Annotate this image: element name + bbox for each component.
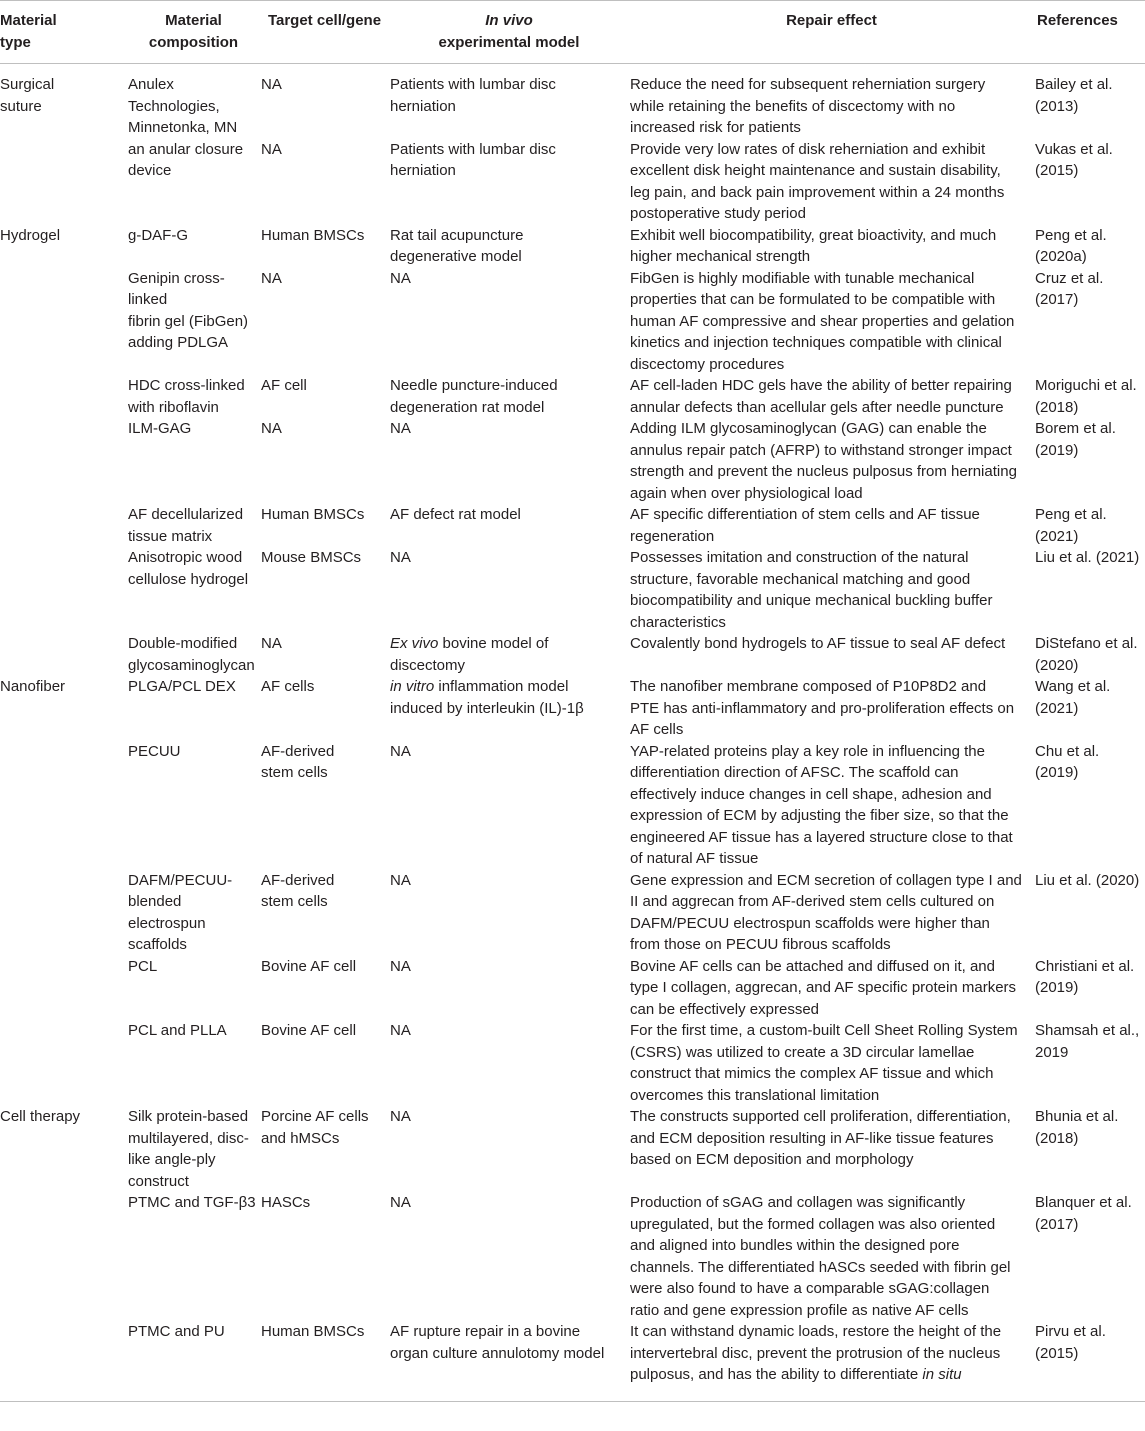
cell-material-composition: Genipin cross-linked fibrin gel (FibGen) adding PDLGA [128, 269, 249, 351]
cell-target-cell-gene: AF-derived stem cells [261, 742, 335, 781]
model-italic-prefix: Ex vivo [390, 635, 439, 652]
cell-experimental-model [389, 870, 629, 956]
cell-experimental-model [389, 139, 629, 225]
table-row [0, 1192, 1145, 1321]
cell-repair-effect [629, 1321, 1034, 1386]
cell-references: Borem et al. (2019) [1035, 420, 1116, 459]
cell-target-cell-gene: Bovine AF cell [261, 957, 357, 975]
cell-repair-effect [629, 1192, 1034, 1321]
effect-text: The nanofiber membrane composed of P10P8D2 and PTE has anti-inflammatory and pro-proliferation effects on AF cells [630, 678, 1015, 738]
cell-material-type [0, 547, 127, 633]
bottom-rule [0, 1401, 1145, 1402]
cell-references: Shamsah et al., 2019 [1035, 1022, 1140, 1061]
cell-repair-effect [629, 870, 1034, 956]
effect-text: FibGen is highly modifiable with tunable mechanical properties that can be formulated to be compatible with human AF compressive and shear properties and gelation kinetics and injection techniques compatible with clinical discectomy procedures [630, 269, 1015, 373]
header-row [0, 1, 1145, 64]
cell-material-type [0, 375, 127, 418]
cell-target-cell-gene: Porcine AF cells and hMSCs [261, 1108, 369, 1147]
cell-material-type [0, 956, 127, 1021]
table-row [0, 676, 1145, 741]
cell-material-composition: ILM-GAG [128, 420, 192, 437]
effect-text: Possesses imitation and construction of the natural structure, favorable mechanical matching and good biocompatibility and unique mechanical buckling buffer characteristics [630, 549, 993, 631]
table-row [0, 268, 1145, 376]
cell-experimental-model [389, 504, 629, 547]
model-text: inflammation model induced by interleukin (IL)-1β [390, 678, 584, 717]
model-text: NA [390, 1022, 411, 1039]
cell-material-composition: an anular closure device [128, 140, 244, 179]
cell-material-composition: PCL [128, 957, 158, 975]
cell-experimental-model [389, 1106, 629, 1192]
effect-text: Production of sGAG and collagen was significantly upregulated, but the formed collagen was also oriented and aligned into bundles within the designed pore channels. The differentiated hASCs seeded with fibrin gel were also found to have a comparable sGAG:collagen ratio and gene expression profile as native AF cells [630, 1194, 1011, 1319]
header-model-italic: In vivo [485, 12, 533, 29]
cell-material-composition: DAFM/PECUU- blended electrospun scaffolds [128, 871, 233, 953]
effect-text: AF cell-laden HDC gels have the ability of better repairing annular defects than acellular gels after needle puncture [630, 377, 1012, 416]
model-text: Patients with lumbar disc herniation [390, 76, 556, 115]
cell-repair-effect [629, 375, 1034, 418]
cell-material-composition: HDC cross-linked with riboflavin [128, 377, 245, 416]
cell-material-type: Surgical suture [0, 76, 55, 115]
cell-target-cell-gene: Human BMSCs [261, 506, 365, 523]
cell-material-composition: Anulex Technologies, Minnetonka, MN [128, 76, 238, 136]
cell-repair-effect [629, 418, 1034, 504]
model-text: Patients with lumbar disc herniation [390, 140, 556, 179]
effect-text: Provide very low rates of disk reherniation and exhibit excellent disk height maintenance and sustain disability, leg pain, and back pain improvement within a 24 months postoperative study period [630, 140, 1005, 222]
cell-references: Chu et al. (2019) [1035, 742, 1100, 781]
model-text: NA [390, 871, 411, 889]
cell-material-composition: Silk protein-based multilayered, disc- like angle-ply construct [128, 1108, 249, 1190]
cell-repair-effect [629, 225, 1034, 268]
cell-repair-effect [629, 956, 1034, 1021]
cell-references: Blanquer et al. (2017) [1035, 1194, 1132, 1233]
table-row [0, 956, 1145, 1021]
cell-experimental-model [389, 1192, 629, 1321]
cell-repair-effect [629, 633, 1034, 676]
cell-target-cell-gene: Human BMSCs [261, 1323, 365, 1340]
effect-text: The constructs supported cell proliferation, differentiation, and ECM deposition resulting in AF-like tissue features based on ECM deposition and morphology [630, 1108, 1011, 1168]
table-row [0, 1020, 1145, 1106]
table-header [0, 1, 1145, 64]
cell-references: Peng et al. (2021) [1035, 506, 1107, 545]
effect-text: Exhibit well biocompatibility, great bioactivity, and much higher mechanical strength [630, 226, 997, 265]
cell-target-cell-gene: Human BMSCs [261, 226, 365, 244]
cell-repair-effect [629, 64, 1034, 139]
cell-material-composition: PTMC and TGF-β3 [128, 1194, 256, 1211]
cell-material-type [0, 870, 127, 956]
table-row [0, 1106, 1145, 1192]
cell-references: Pirvu et al. (2015) [1035, 1323, 1106, 1362]
cell-references: Moriguchi et al. (2018) [1035, 377, 1137, 416]
table-row [0, 741, 1145, 870]
model-text: NA [390, 420, 411, 437]
cell-material-composition: PECUU [128, 742, 181, 760]
cell-repair-effect [629, 1106, 1034, 1192]
effect-text: Reduce the need for subsequent reherniation surgery while retaining the benefits of discectomy with no increased risk for patients [630, 76, 986, 136]
cell-target-cell-gene: Mouse BMSCs [261, 549, 362, 566]
cell-target-cell-gene: NA [261, 635, 282, 652]
cell-material-composition: PCL and PLLA [128, 1022, 227, 1039]
cell-experimental-model [389, 741, 629, 870]
model-text: Needle puncture-induced degeneration rat model [390, 377, 558, 416]
header-model-rest: experimental model [438, 33, 580, 51]
cell-experimental-model [389, 375, 629, 418]
cell-target-cell-gene: AF-derived stem cells [261, 871, 335, 910]
cell-references: DiStefano et al. (2020) [1035, 635, 1138, 674]
cell-experimental-model [389, 1020, 629, 1106]
cell-repair-effect [629, 547, 1034, 633]
effect-text: Bovine AF cells can be attached and diffused on it, and type I collagen, aggrecan, and AF specific protein markers can be effectively expressed [630, 957, 1017, 1018]
cell-target-cell-gene: AF cells [261, 678, 315, 695]
cell-material-type [0, 1192, 127, 1321]
cell-references: Wang et al. (2021) [1035, 678, 1111, 717]
model-italic-prefix: in vitro [390, 678, 435, 695]
header-material-composition: Material composition [127, 1, 260, 64]
model-text: NA [390, 269, 411, 287]
model-text: bovine model of discectomy [390, 635, 549, 674]
cell-material-type: Hydrogel [0, 226, 61, 244]
cell-target-cell-gene: NA [261, 140, 282, 158]
cell-target-cell-gene: NA [261, 269, 282, 287]
cell-material-type [0, 633, 127, 676]
cell-material-composition: Anisotropic wood cellulose hydrogel [128, 549, 249, 588]
cell-target-cell-gene: HASCs [261, 1194, 311, 1211]
model-text: AF rupture repair in a bovine organ culture annulotomy model [390, 1323, 605, 1362]
cell-experimental-model [389, 1321, 629, 1386]
effect-text: Gene expression and ECM secretion of collagen type I and II and aggrecan from AF-derived stem cells cultured on DAFM/PECUU electrospun scaffolds were higher than from those on PECUU fibrous scaffolds [630, 871, 1022, 953]
table-row [0, 870, 1145, 956]
model-text: NA [390, 1108, 411, 1125]
cell-experimental-model [389, 418, 629, 504]
cell-references: Liu et al. (2021) [1035, 549, 1140, 566]
cell-material-composition: Double-modified glycosaminoglycan [128, 635, 255, 674]
cell-repair-effect [629, 1020, 1034, 1106]
header-experimental-model [389, 1, 629, 64]
cell-experimental-model [389, 956, 629, 1021]
effect-text: YAP-related proteins play a key role in influencing the differentiation direction of AFSC. The scaffold can effectively induce changes in cell shape, adhesion and expression of ECM by adjusting the fiber size, so that the engineered AF tissue has a layered structure close to that of natural AF tissue [630, 742, 1013, 867]
table-body [0, 64, 1145, 1386]
effect-text: It can withstand dynamic loads, restore the height of the intervertebral disc, prevent the protrusion of the nucleus pulposus, and has the ability to differentiate [630, 1323, 1002, 1383]
model-text: NA [390, 957, 411, 975]
cell-material-type [0, 504, 127, 547]
cell-repair-effect [629, 741, 1034, 870]
table-row [0, 633, 1145, 676]
cell-material-type: Nanofiber [0, 678, 66, 695]
table-row [0, 418, 1145, 504]
cell-target-cell-gene: AF cell [261, 377, 307, 394]
effect-text: For the first time, a custom-built Cell Sheet Rolling System (CSRS) was utilized to create a 3D circular lamellae construct that mimics the complex AF tissue and which overcomes this translational limitation [630, 1022, 1018, 1104]
cell-material-type [0, 741, 127, 870]
effect-text: Covalently bond hydrogels to AF tissue to seal AF defect [630, 635, 1006, 652]
cell-experimental-model [389, 676, 629, 741]
cell-repair-effect [629, 268, 1034, 376]
header-repair-effect: Repair effect [629, 1, 1034, 64]
table-row [0, 547, 1145, 633]
cell-references: Cruz et al. (2017) [1035, 269, 1104, 308]
table-row [0, 1321, 1145, 1386]
model-text: Rat tail acupuncture degenerative model [390, 226, 524, 265]
header-material-type: Material type [0, 1, 127, 64]
effect-italic-suffix: in situ [922, 1366, 962, 1383]
cell-material-type [0, 1020, 127, 1106]
cell-target-cell-gene: Bovine AF cell [261, 1022, 357, 1039]
cell-experimental-model [389, 633, 629, 676]
cell-material-type [0, 1321, 127, 1386]
cell-material-type: Cell therapy [0, 1108, 81, 1125]
header-target-cell-gene: Target cell/gene [260, 1, 389, 64]
cell-experimental-model [389, 268, 629, 376]
cell-repair-effect [629, 504, 1034, 547]
model-text: NA [390, 742, 411, 760]
header-references: References [1034, 1, 1145, 64]
cell-material-composition: AF decellularized tissue matrix [128, 506, 244, 545]
cell-references: Christiani et al. (2019) [1035, 957, 1135, 996]
cell-material-composition: PTMC and PU [128, 1323, 225, 1340]
model-text: NA [390, 1194, 411, 1211]
table-row [0, 375, 1145, 418]
cell-references: Vukas et al. (2015) [1035, 140, 1113, 179]
cell-references: Peng et al. (2020a) [1035, 226, 1107, 265]
model-text: NA [390, 549, 411, 566]
table-row [0, 139, 1145, 225]
cell-experimental-model [389, 225, 629, 268]
cell-repair-effect [629, 139, 1034, 225]
table-row [0, 504, 1145, 547]
cell-material-composition: g-DAF-G [128, 226, 188, 244]
table-row [0, 64, 1145, 139]
cell-material-type [0, 418, 127, 504]
cell-repair-effect [629, 676, 1034, 741]
cell-material-type [0, 268, 127, 376]
cell-material-composition: PLGA/PCL DEX [128, 678, 236, 695]
effect-text: AF specific differentiation of stem cells and AF tissue regeneration [630, 506, 980, 545]
model-text: AF defect rat model [390, 506, 521, 523]
cell-target-cell-gene: NA [261, 420, 282, 437]
cell-references: Bailey et al. (2013) [1035, 76, 1113, 115]
cell-references: Liu et al. (2020) [1035, 871, 1140, 889]
cell-experimental-model [389, 547, 629, 633]
cell-experimental-model [389, 64, 629, 139]
cell-references: Bhunia et al. (2018) [1035, 1108, 1119, 1147]
effect-text: Adding ILM glycosaminoglycan (GAG) can enable the annulus repair patch (AFRP) to withstand stronger impact strength and prevent the nucleus pulposus from herniating again when over physiological load [630, 420, 1017, 502]
cell-material-type [0, 139, 127, 225]
table-row [0, 225, 1145, 268]
cell-target-cell-gene: NA [261, 76, 282, 93]
